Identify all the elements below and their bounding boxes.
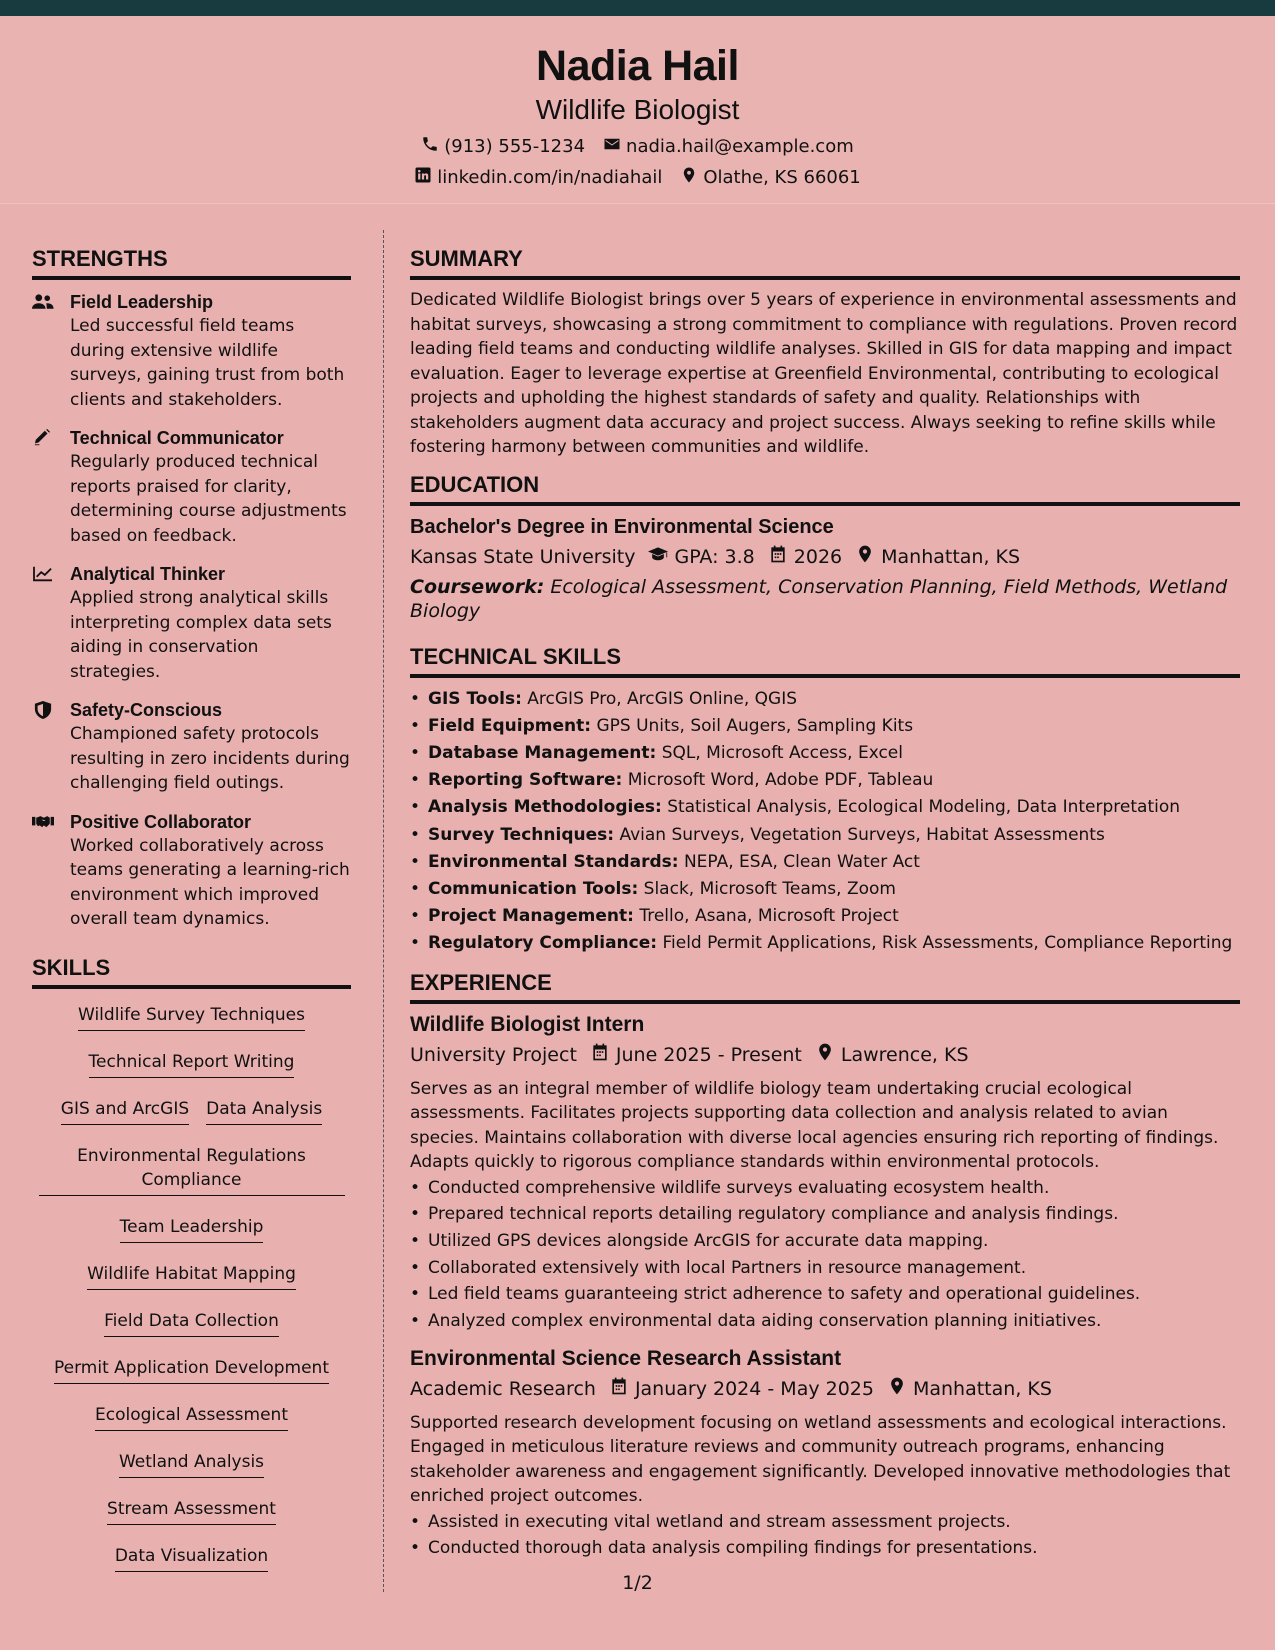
- job-title: Wildlife Biologist Intern: [410, 1012, 645, 1036]
- job-meta: [410, 1042, 1240, 1069]
- right-column: [410, 246, 1240, 1562]
- list-item: • Assisted in executing vital wetland and stream assessment projects.: [410, 1509, 1240, 1536]
- list-item: • Survey Techniques: Avian Surveys, Vegetation Surveys, Habitat Assessments: [410, 822, 1240, 849]
- location-text: Olathe, KS 66061: [703, 167, 861, 188]
- education-heading: EDUCATION: [410, 472, 1240, 506]
- job-location: Manhattan, KS: [912, 1378, 1052, 1401]
- strength-item: [32, 698, 351, 796]
- pencil-icon: [32, 426, 70, 548]
- strengths-list: [32, 290, 351, 932]
- map-pin-icon: [815, 1042, 835, 1069]
- coursework-label: Coursework:: [410, 575, 545, 598]
- phone-item[interactable]: [421, 135, 585, 158]
- job-title: Wildlife Biologist: [535, 94, 740, 125]
- gpa-text: GPA: 3.8: [674, 546, 755, 568]
- skill-tag: Field Data Collection: [104, 1309, 279, 1337]
- contact-row-2: [0, 166, 1275, 189]
- phone-icon: [421, 135, 439, 158]
- skill-tag: Permit Application Development: [54, 1356, 329, 1384]
- job-bullets: [410, 1175, 1240, 1335]
- summary-text: Dedicated Wildlife Biologist brings over 5 years of experience in environmental assessments and habitat surveys, showcasing a strong commitment to compliance with regulations. Proven record leading field teams and conducting wildlife analyses. Skilled in GIS for data mapping and impact evaluation. Eager to leverage expertise at Greenfield Environmental, contributing to ecological projects and upholding the highest standards of safety and quality. Relationships with stakeholders augment data accuracy and project success. Always seeking to refine skills while fostering harmony between communities and wildlife.: [410, 290, 1238, 457]
- job-dates: January 2024 - May 2025: [634, 1378, 874, 1401]
- skill-tag: Wildlife Habitat Mapping: [87, 1262, 296, 1290]
- location-item: [680, 166, 860, 189]
- chart-line-icon: [32, 562, 70, 684]
- education-location: Manhattan, KS: [881, 546, 1021, 568]
- shield-icon: [32, 698, 70, 796]
- map-pin-icon: [680, 166, 698, 189]
- strength-desc: Led successful field teams during extensive wildlife surveys, gaining trust from both clients and stakeholders.: [70, 316, 345, 410]
- strength-title: Positive Collaborator: [70, 811, 252, 832]
- skill-tag: Team Leadership: [120, 1215, 264, 1243]
- strength-title: Analytical Thinker: [70, 564, 226, 584]
- strength-desc: Championed safety protocols resulting in zero incidents during challenging field outings.: [70, 724, 350, 793]
- candidate-name: Nadia Hail: [536, 42, 739, 90]
- list-item: • GIS Tools: ArcGIS Pro, ArcGIS Online, QGIS: [410, 686, 1240, 713]
- coursework: [410, 575, 1240, 624]
- users-icon: [32, 290, 70, 412]
- calendar-icon: [609, 1376, 629, 1403]
- job-description: Supported research development focusing on wetland assessments and ecological interactions. Engaged in meticulous literature reviews and community outreach programs, enhancing stakeholder awareness and engagement significantly. Developed innovative methodologies that enriched project outcomes.: [410, 1412, 1231, 1507]
- linkedin-text: linkedin.com/in/nadiahail: [437, 167, 663, 188]
- job-org: University Project: [410, 1044, 577, 1067]
- column-divider: [383, 230, 384, 1592]
- resume-header: [0, 16, 1275, 204]
- linkedin-icon: [414, 166, 432, 189]
- list-item: • Project Management: Trello, Asana, Microsoft Project: [410, 903, 1240, 930]
- envelope-icon: [603, 135, 621, 158]
- job-location: Lawrence, KS: [840, 1044, 969, 1067]
- skill-tag: Environmental Regulations Compliance: [39, 1144, 345, 1196]
- skill-tag: Ecological Assessment: [95, 1403, 288, 1431]
- strength-item: [32, 290, 351, 412]
- job-entry: [410, 1012, 1240, 1335]
- email-item[interactable]: [603, 135, 854, 158]
- map-pin-icon: [887, 1376, 907, 1403]
- technical-skills-list: [410, 686, 1240, 958]
- list-item: • Collaborated extensively with local Partners in resource management.: [410, 1255, 1240, 1282]
- job-title: Environmental Science Research Assistant: [410, 1346, 842, 1370]
- graduation-cap-icon: [648, 544, 668, 571]
- job-bullets: [410, 1509, 1240, 1562]
- skill-tag: Data Analysis: [206, 1097, 322, 1125]
- linkedin-item[interactable]: [414, 166, 662, 189]
- skills-heading: SKILLS: [32, 955, 351, 989]
- list-item: • Field Equipment: GPS Units, Soil Augers, Sampling Kits: [410, 713, 1240, 740]
- list-item: • Conducted thorough data analysis compiling findings for presentations.: [410, 1535, 1240, 1562]
- skill-tag: Data Visualization: [115, 1544, 268, 1572]
- job-dates: June 2025 - Present: [615, 1044, 802, 1067]
- school-name: Kansas State University: [410, 546, 636, 568]
- list-item: • Analyzed complex environmental data aiding conservation planning initiatives.: [410, 1308, 1240, 1335]
- strength-title: Technical Communicator: [70, 428, 284, 448]
- calendar-icon: [590, 1042, 610, 1069]
- strengths-heading: STRENGTHS: [32, 246, 351, 280]
- job-org: Academic Research: [410, 1378, 596, 1401]
- skills-list: [32, 1003, 351, 1572]
- list-item: • Led field teams guaranteeing strict adherence to safety and operational guidelines.: [410, 1281, 1240, 1308]
- strength-title: Field Leadership: [70, 292, 214, 312]
- skill-tag: Wildlife Survey Techniques: [78, 1003, 305, 1031]
- graduation-year: 2026: [793, 546, 843, 568]
- strength-item: [32, 426, 351, 548]
- map-pin-icon: [855, 544, 875, 571]
- list-item: • Communication Tools: Slack, Microsoft Teams, Zoom: [410, 876, 1240, 903]
- skill-tag: Wetland Analysis: [119, 1450, 264, 1478]
- list-item: • Regulatory Compliance: Field Permit Applications, Risk Assessments, Compliance Reporting: [410, 930, 1240, 957]
- list-item: • Utilized GPS devices alongside ArcGIS for accurate data mapping.: [410, 1228, 1240, 1255]
- coursework-list: Ecological Assessment, Conservation Planning, Field Methods, Wetland Biology: [410, 575, 1228, 622]
- handshake-icon: [32, 810, 70, 932]
- strength-item: [32, 562, 351, 684]
- calendar-icon: [768, 544, 788, 571]
- top-accent-bar: [0, 0, 1275, 16]
- list-item: • Analysis Methodologies: Statistical Analysis, Ecological Modeling, Data Interpretation: [410, 794, 1240, 821]
- degree-title: Bachelor's Degree in Environmental Science: [410, 515, 834, 538]
- list-item: • Reporting Software: Microsoft Word, Adobe PDF, Tableau: [410, 767, 1240, 794]
- job-entry: [410, 1346, 1240, 1562]
- skill-tag: GIS and ArcGIS: [61, 1097, 189, 1125]
- strength-desc: Applied strong analytical skills interpreting complex data sets aiding in conservation strategies.: [70, 588, 332, 682]
- strength-desc: Worked collaboratively across teams generating a learning-rich environment which improved overall team dynamics.: [70, 835, 350, 929]
- job-meta: [410, 1376, 1240, 1403]
- email-text: nadia.hail@example.com: [626, 136, 854, 157]
- phone-text: (913) 555-1234: [444, 136, 586, 157]
- list-item: • Environmental Standards: NEPA, ESA, Clean Water Act: [410, 849, 1240, 876]
- list-item: • Prepared technical reports detailing regulatory compliance and analysis findings.: [410, 1201, 1240, 1228]
- strength-item: [32, 810, 351, 932]
- left-column: [32, 246, 351, 1591]
- strength-desc: Regularly produced technical reports praised for clarity, determining course adjustments based on feedback.: [70, 452, 347, 546]
- education-meta: [410, 544, 1240, 571]
- skill-tag: Stream Assessment: [107, 1497, 276, 1525]
- summary-heading: SUMMARY: [410, 246, 1240, 280]
- page-number: 1/2: [622, 1572, 653, 1594]
- contact-row-1: [0, 135, 1275, 158]
- technical-skills-heading: TECHNICAL SKILLS: [410, 644, 1240, 678]
- list-item: • Database Management: SQL, Microsoft Access, Excel: [410, 740, 1240, 767]
- skill-tag: Technical Report Writing: [89, 1050, 295, 1078]
- strength-title: Safety-Conscious: [70, 700, 223, 720]
- experience-heading: EXPERIENCE: [410, 970, 1240, 1004]
- job-description: Serves as an integral member of wildlife biology team undertaking crucial ecological assessments. Facilitates projects supporting data collection and analysis related to avian species. Maintains collaboration with diverse local agencies ensuring rich reporting of findings. Adapts quickly to rigorous compliance standards within environmental protocols.: [410, 1078, 1219, 1173]
- list-item: • Conducted comprehensive wildlife surveys evaluating ecosystem health.: [410, 1175, 1240, 1202]
